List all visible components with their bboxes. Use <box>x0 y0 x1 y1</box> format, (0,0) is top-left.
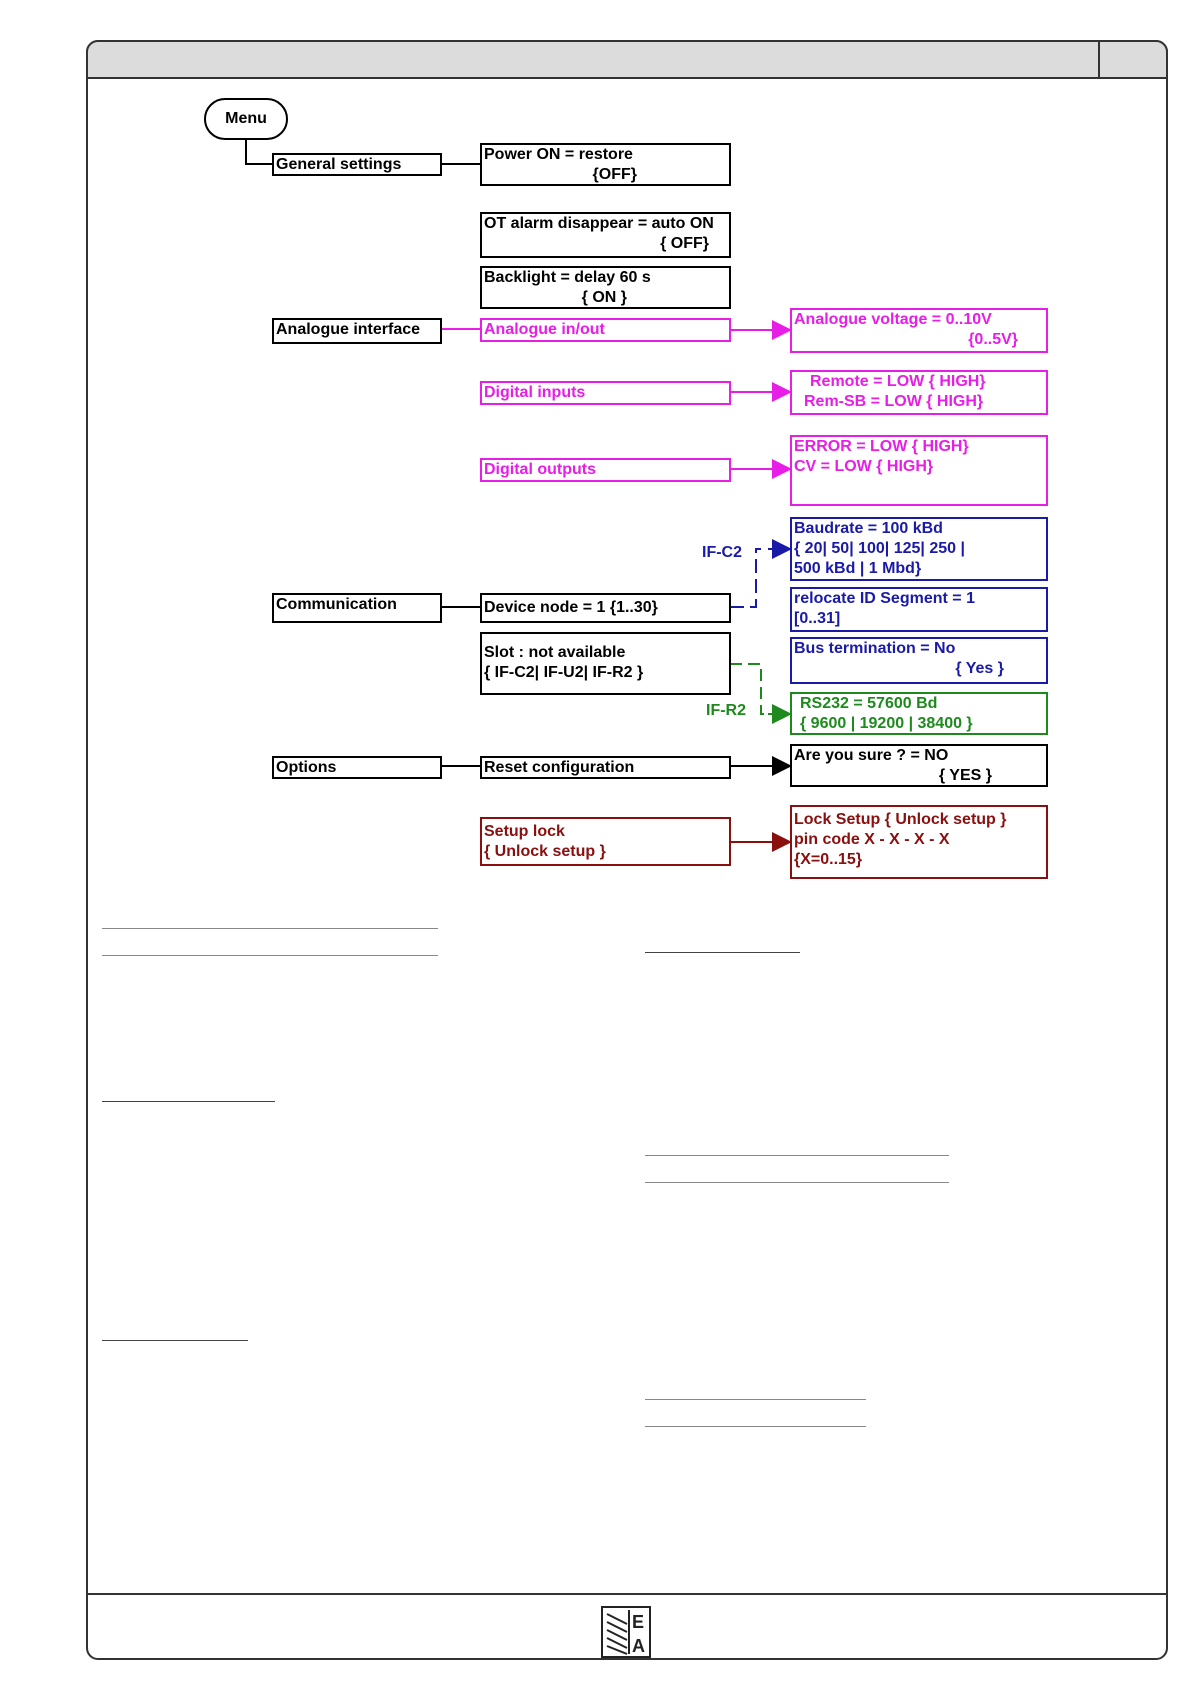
setup-lock-line2: { Unlock setup } <box>484 843 606 860</box>
baudrate-line1: Baudrate = 100 kBd <box>794 520 943 537</box>
digital-outputs-setting <box>790 435 1048 506</box>
setup-lock-line1: Setup lock <box>484 823 565 840</box>
backlight-line2: { ON } <box>581 289 627 306</box>
baudrate-line2: { 20| 50| 100| 125| 250 | <box>794 540 965 557</box>
error-line1: ERROR = LOW { HIGH} <box>794 438 969 455</box>
relocate-line2: [0..31] <box>794 610 841 627</box>
ot-alarm-line2: { OFF} <box>660 235 709 252</box>
analogue-inout-item: Analogue in/out <box>480 318 731 342</box>
bus-term-line1: Bus termination = No <box>794 640 956 657</box>
svg-text:E: E <box>632 1612 645 1632</box>
category-analogue-interface: Analogue interface <box>272 318 442 344</box>
relocate-line1: relocate ID Segment = 1 <box>794 590 975 607</box>
power-on-line2: {OFF} <box>592 166 637 183</box>
ot-alarm-line1: OT alarm disappear = auto ON <box>484 215 714 232</box>
are-you-sure-setting <box>790 744 1048 787</box>
section-rule <box>645 952 800 953</box>
section-rule <box>645 1399 866 1400</box>
digital-inputs-item: Digital inputs <box>480 381 731 405</box>
digital-outputs-item: Digital outputs <box>480 458 731 482</box>
bus-term-line2: { Yes } <box>955 660 1004 677</box>
category-general-settings: General settings <box>272 153 442 176</box>
if-r2-label: IF-R2 <box>706 702 746 719</box>
section-rule <box>102 955 438 956</box>
backlight-line1: Backlight = delay 60 s <box>484 269 651 286</box>
error-line2: CV = LOW { HIGH} <box>794 458 934 475</box>
digital-inputs-setting <box>790 370 1048 415</box>
svg-text:A: A <box>632 1636 645 1656</box>
remote-line1: Remote = LOW { HIGH} <box>810 373 986 390</box>
category-options: Options <box>272 756 442 779</box>
lock-setup-line3: {X=0..15} <box>794 851 863 868</box>
lock-setup-line1: Lock Setup { Unlock setup } <box>794 811 1007 828</box>
rs232-line2: { 9600 | 19200 | 38400 } <box>800 715 973 732</box>
section-rule <box>102 928 438 929</box>
backlight-setting <box>480 266 731 309</box>
ea-logo <box>601 1606 651 1658</box>
setup-lock-item <box>480 817 731 866</box>
analogue-voltage-setting <box>790 308 1048 353</box>
baudrate-line3: 500 kBd | 1 Mbd} <box>794 560 922 577</box>
rs232-setting <box>790 692 1048 735</box>
lock-setup-line2: pin code X - X - X - X <box>794 831 950 848</box>
section-rule <box>645 1155 949 1156</box>
power-on-line1: Power ON = restore <box>484 146 633 163</box>
rs232-line1: RS232 = 57600 Bd <box>800 695 938 712</box>
relocate-id-setting <box>790 587 1048 632</box>
ot-alarm-setting <box>480 212 731 258</box>
device-node-setting: Device node = 1 {1..30} <box>480 593 731 623</box>
slot-setting <box>480 632 731 695</box>
baudrate-setting <box>790 517 1048 581</box>
lock-setup-setting <box>790 805 1048 879</box>
section-rule <box>102 1101 275 1102</box>
section-rule <box>645 1426 866 1427</box>
analogue-voltage-line1: Analogue voltage = 0..10V <box>794 311 992 328</box>
section-rule <box>102 1340 248 1341</box>
analogue-voltage-line2: {0..5V} <box>968 331 1018 348</box>
category-communication: Communication <box>272 593 442 623</box>
power-on-setting <box>480 143 731 186</box>
remote-line2: Rem-SB = LOW { HIGH} <box>804 393 984 410</box>
menu-root-node: Menu <box>204 98 288 140</box>
are-you-sure-line2: { YES } <box>938 767 992 784</box>
reset-configuration-item: Reset configuration <box>480 756 731 779</box>
slot-line2: { IF-C2| IF-U2| IF-R2 } <box>484 664 644 681</box>
section-rule <box>645 1182 949 1183</box>
bus-termination-setting <box>790 637 1048 684</box>
are-you-sure-line1: Are you sure ? = NO <box>794 747 949 764</box>
if-c2-label: IF-C2 <box>702 544 742 561</box>
slot-line1: Slot : not available <box>484 644 626 661</box>
